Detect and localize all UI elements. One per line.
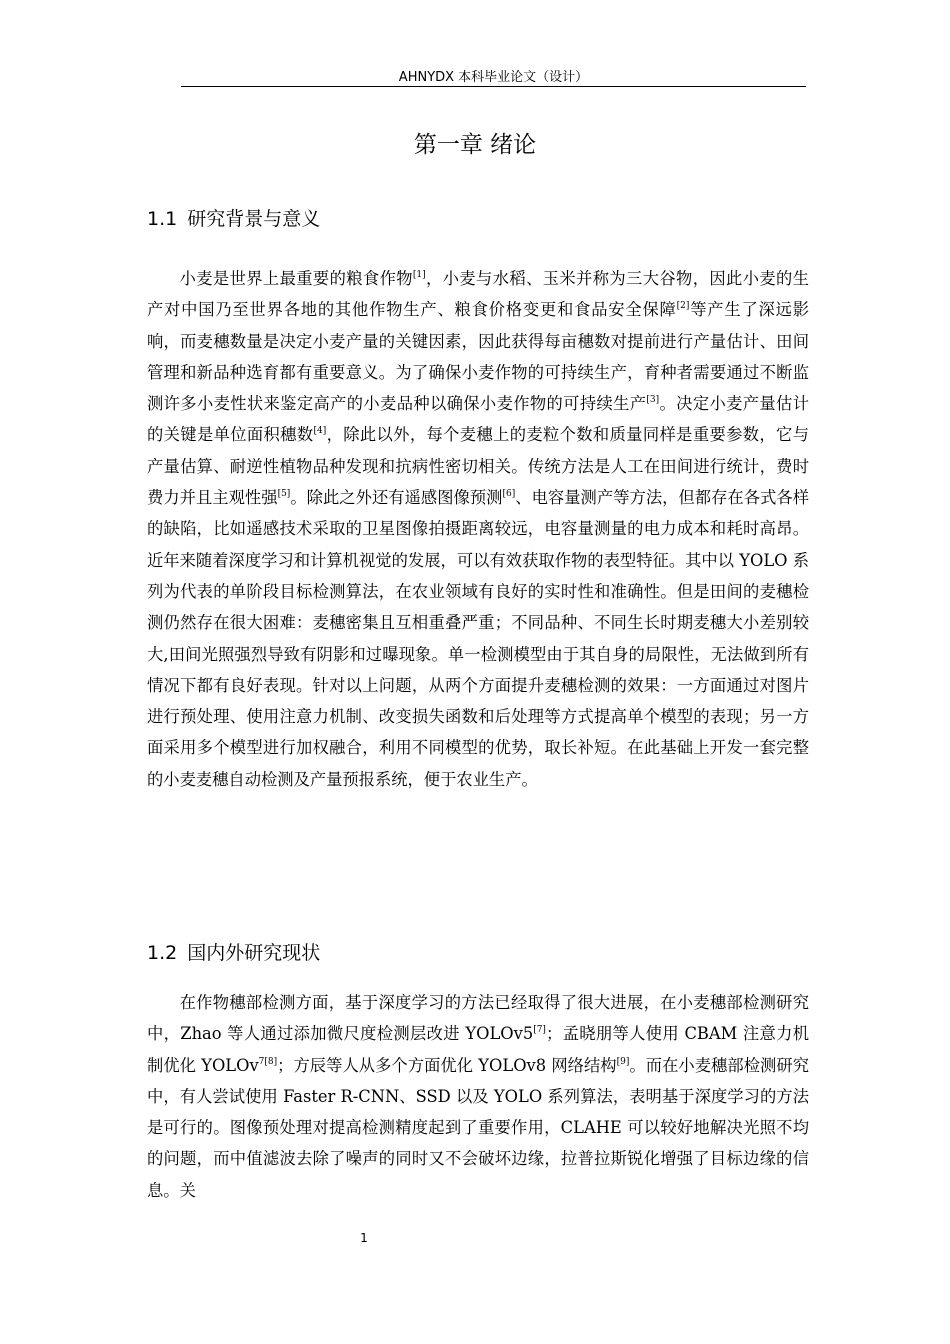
chapter-title: 第一章 绪论	[413, 132, 537, 158]
citation-ref: [7]	[533, 1025, 546, 1036]
citation-ref: [2]	[676, 301, 690, 312]
section-title: 研究背景与意义	[187, 208, 321, 230]
section-number: 1.1	[147, 208, 178, 230]
page-number: 1	[360, 1231, 368, 1245]
body-paragraph-1-1	[147, 263, 809, 795]
citation-ref: [9]	[616, 1056, 630, 1067]
text-run: 。决定小麦产量估计的关键是单位面积穗数	[147, 394, 809, 445]
text-run: 等产生了深远影响，而麦穗数量是决定小麦产量的关键因素，因此获得每亩穗数对提前进行产量估计、田间管理和新品种选育都有重要意义。为了确保小麦作物的可持续生产，育种者需要通过不断监测许多小麦性状来鉴定高产的小麦品种以确保小麦作物的可持续生产	[147, 300, 809, 414]
citation-ref: [1]	[412, 270, 426, 280]
section-title: 国内外研究现状	[187, 942, 321, 964]
text-run: ，除此以外，每个麦穗上的麦粒个数和质量同样是重要参数，它与产量估算、耐逆性植物品种发现和抗病性密切相关。传统方法是人工在田间进行统计，费时费力并且主观性强	[147, 425, 809, 508]
text-run: 小麦是世界上最重要的粮食作物	[179, 269, 413, 288]
text-run: 。而在小麦穗部检测研究中，有人尝试使用 Faster R-CNN、SSD 以及 YOLO 系列算法，表明基于深度学习的方法是可行的。图像预处理对提高检测精度起到了重要作用，CLAHE 可以较好地解决光照不均的问题，而中值滤波去除了噪声的同时又不会破坏边缘，拉普拉斯锐化增强了目标边缘的信息。关	[147, 1055, 809, 1200]
citation-ref: 7[8]	[258, 1056, 278, 1067]
citation-ref: [5]	[277, 489, 291, 500]
citation-ref: [4]	[313, 426, 327, 437]
page-header: AHNYDX 本科毕业论文（设计）	[398, 70, 589, 85]
header-divider	[181, 86, 806, 87]
text-run: ；方辰等人从多个方面优化 YOLOv8 网络结构	[277, 1055, 617, 1075]
text-run: 、电容量测产等方法，但都存在各式各样的缺陷，比如遥感技术采取的卫星图像拍摄距离较远，电容量测量的电力成本和耗时高昂。近年来随着深度学习和计算机视觉的发展，可以有效获取作物的表型特征。其中以 YOLO 系列为代表的单阶段目标检测算法，在农业领域有良好的实时性和准确性。但是田间的麦穗检测仍然存在很大困难：麦穗密集且互相重叠严重；不同品种、不同生长时期麦穗大小差别较大,田间光照强烈导致有阴影和过曝现象。单一检测模型由于其自身的局限性，无法做到所有情况下都有良好表现。针对以上问题，从两个方面提升麦穗检测的效果：一方面通过对图片进行预处理、使用注意力机制、改变损失函数和后处理等方式提高单个模型的表现；另一方面采用多个模型进行加权融合，利用不同模型的优势，取长补短。在此基础上开发一套完整的小麦麦穗自动检测及产量预报系统，便于农业生产。	[147, 488, 809, 789]
citation-ref: [3]	[646, 395, 660, 406]
text-run: ；孟晓朋等人使用 CBAM 注意力机制优化 YOLOv	[147, 1024, 809, 1075]
section-number: 1.2	[147, 942, 178, 964]
section-heading-1-1	[147, 204, 320, 231]
section-heading-1-2	[147, 938, 320, 965]
body-paragraph-1-2	[147, 987, 809, 1206]
text-run: 在作物穗部检测方面，基于深度学习的方法已经取得了很大进展，在小麦穗部检测研究中，Zhao 等人通过添加微尺度检测层改进 YOLOv5	[147, 993, 809, 1044]
text-run: ，小麦与水稻、玉米并称为三大谷物，因此小麦的生产对中国乃至世界各地的其他作物生产、粮食价格变更和食品安全保障	[147, 269, 809, 320]
citation-ref: [6]	[502, 489, 516, 500]
text-run: 。除此之外还有遥感图像预测	[290, 488, 503, 508]
